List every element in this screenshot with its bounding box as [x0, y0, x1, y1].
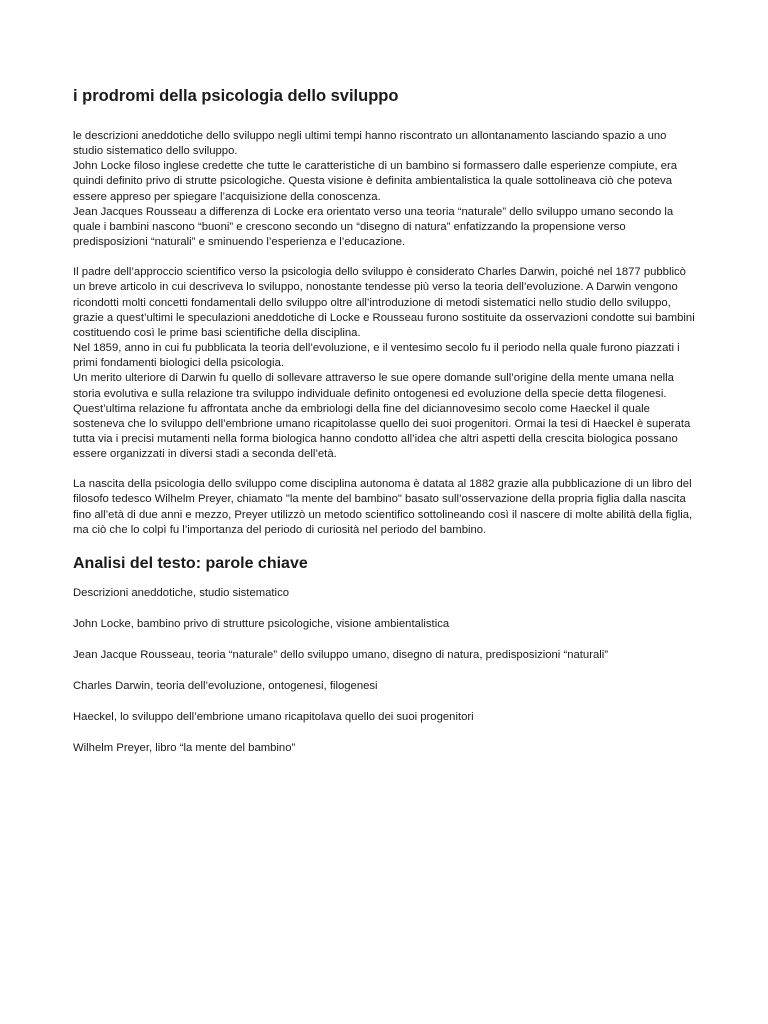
- keyword-item: Wilhelm Preyer, libro “la mente del bambino”: [73, 741, 296, 754]
- keyword-item: John Locke, bambino privo di strutture psicologiche, visione ambientalistica: [73, 617, 450, 630]
- paragraph: Un merito ulteriore di Darwin fu quello di sollevare attraverso le sue opere domande sull’origine della mente umana nella storia evolutiva e sulla relazione tra sviluppo individuale definito ontogenesi ed evoluzione della specie detta filogenesi.: [73, 372, 674, 400]
- keyword-item: Jean Jacque Rousseau, teoria “naturale” dello sviluppo umano, disegno di natura, predisposizioni “naturali”: [73, 648, 609, 661]
- paragraph: John Locke filoso inglese credette che tutte le caratteristiche di un bambino si formassero dalle esperienze compiute, era quindi definito privo di strutte psicologiche. Questa visione è definita ambientalistica la quale sottolineava ciò che poteva essere appreso per spiegare l’acquisizione della conoscenza.: [73, 160, 678, 203]
- paragraph: le descrizioni aneddotiche dello sviluppo negli ultimi tempi hanno riscontrato un allontanamento lasciando spazio a uno studio sistematico dello sviluppo.: [73, 130, 667, 158]
- document-title: i prodromi della psicologia dello sviluppo: [73, 87, 399, 105]
- paragraph: Jean Jacques Rousseau a differenza di Locke era orientato verso una teoria “naturale” dello sviluppo umano secondo la quale i bambini nascono “buoni” e crescono secondo un “disegno di natura” enfatizzando la propensione verso predisposizioni “naturali” e sminuendo l’esperienza e l’educazione.: [73, 205, 674, 249]
- paragraph: Quest’ultima relazione fu affrontata anche da embriologi della fine del diciannovesimo secolo come Haeckel il quale sosteneva che lo sviluppo dell’embrione umano ricapitolasse quello dei suoi progenitori. Ormai la tesi di Haeckel è superata tutta via i precisi mutamenti nella forma biologica hanno condotto all’idea che altri aspetti della crescita biologica possano essere organizzati in diversi stadi a seconda dell’età.: [73, 402, 691, 461]
- analysis-heading: Analisi del testo: parole chiave: [73, 554, 308, 572]
- document-page: [73, 84, 695, 772]
- keyword-item: Haeckel, lo sviluppo dell’embrione umano ricapitolava quello dei suoi progenitori: [73, 710, 474, 723]
- section-darwin: [73, 265, 695, 462]
- keyword-list: [73, 586, 695, 756]
- keyword-item: Charles Darwin, teoria dell’evoluzione, ontogenesi, filogenesi: [73, 679, 378, 692]
- paragraph: Il padre dell’approccio scientifico verso la psicologia dello sviluppo è considerato Charles Darwin, poiché nel 1877 pubblicò un breve articolo in cui descriveva lo sviluppo, nonostante tendesse più verso la teoria dell’evoluzione. A Darwin vengono ricondotti molti concetti fondamentali dello sviluppo oltre all’introduzione di metodi sistematici nello studio dello sviluppo, grazie a quest’ultimi le speculazioni aneddotiche di Locke e Rousseau furono sostituite da osservazioni condotte sui bambini costituendo così le prime basi scientifiche della disciplina.: [73, 266, 695, 339]
- section-preyer: [73, 477, 695, 538]
- keyword-item: Descrizioni aneddotiche, studio sistematico: [73, 586, 290, 599]
- paragraph: La nascita della psicologia dello sviluppo come disciplina autonoma è datata al 1882 grazie alla pubblicazione di un libro del filosofo tedesco Wilhelm Preyer, chiamato "la mente del bambino" basato sull’osservazione della propria figlia dalla nascita fino all’età di due anni e mezzo, Preyer utilizzò un metodo scientifico sottolineando così il nascere di molte abilità della figlia, ma ciò che lo colpì fu l’importanza del periodo di curiosità nel periodo del bambino.: [73, 478, 693, 536]
- paragraph: Nel 1859, anno in cui fu pubblicata la teoria dell’evoluzione, e il ventesimo secolo fu il periodo nella quale furono piazzati i primi fondamenti biologici della psicologia.: [73, 342, 680, 370]
- section-intro: [73, 129, 695, 250]
